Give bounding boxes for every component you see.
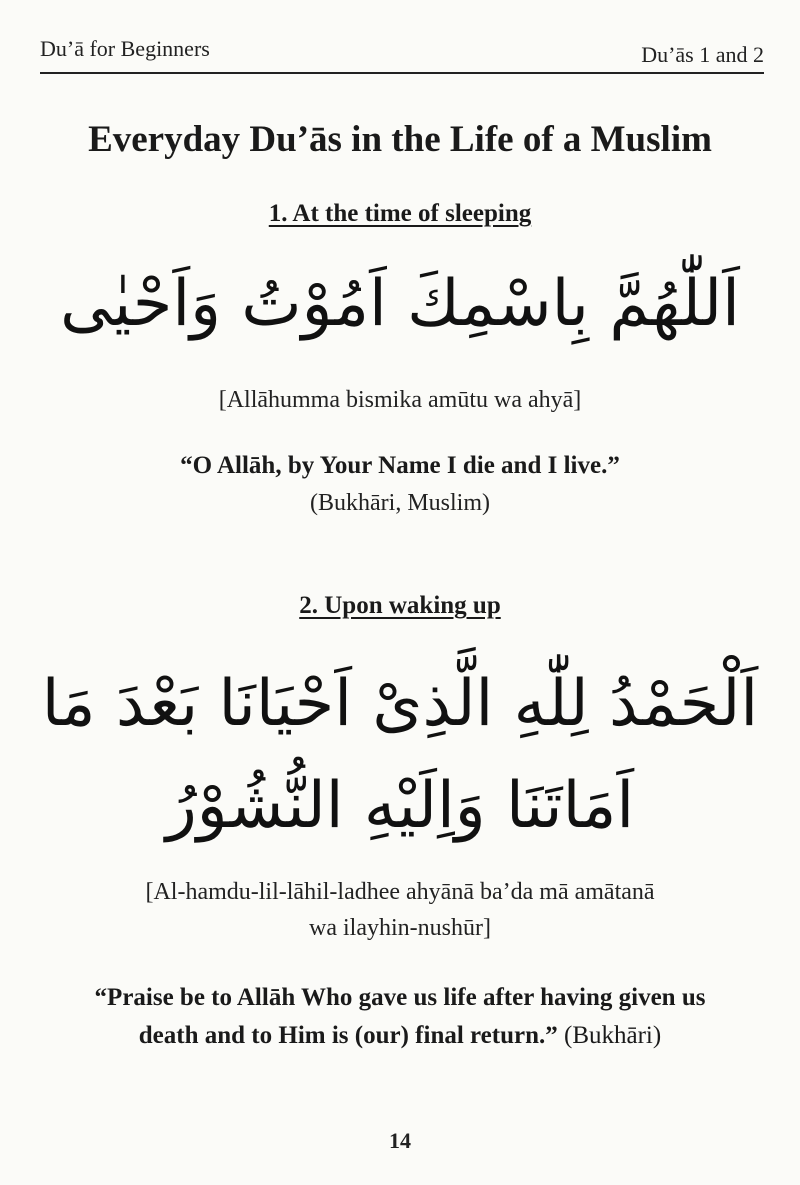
reference-sleeping: (Bukhāri, Muslim) bbox=[310, 490, 490, 516]
transliteration-waking-line2: wa ilayhin-nushūr] bbox=[309, 915, 491, 941]
section-heading-sleeping: 1. At the time of sleeping bbox=[268, 200, 532, 227]
translation-waking-line1: “Praise be to Allāh Who gave us life after having given us bbox=[94, 984, 706, 1011]
transliteration-waking-line1: [Al-hamdu-lil-lāhil-ladhee ahyānā ba’da mā amātanā bbox=[145, 879, 655, 905]
transliteration-sleeping: [Allāhumma bismika amūtu wa ahyā] bbox=[218, 387, 582, 413]
section-heading-waking: 2. Upon waking up bbox=[299, 592, 501, 619]
arabic-dua-sleeping: اَللّٰهُمَّ بِاسْمِكَ اَمُوْتُ وَاَحْيٰى bbox=[60, 267, 740, 341]
translation-waking-line2 bbox=[0, 1018, 800, 1054]
page-title: Everyday Du’ās in the Life of a Muslim bbox=[88, 119, 712, 160]
translation-waking-line2-text: death and to Him is (our) final return.” bbox=[138, 1022, 558, 1049]
book-title: Du’ā for Beginners bbox=[40, 36, 210, 61]
page-header bbox=[40, 30, 764, 74]
chapter-label: Du’ās 1 and 2 bbox=[641, 42, 764, 67]
arabic-dua-waking-line1: اَلْحَمْدُ لِلّٰهِ الَّذِىْ اَحْيَانَا بَعْدَ مَا bbox=[41, 667, 759, 741]
page-number: 14 bbox=[389, 1128, 411, 1153]
translation-sleeping: “O Allāh, by Your Name I die and I live.” bbox=[180, 452, 620, 479]
arabic-dua-waking-line2: اَمَاتَنَا وَاِلَيْهِ النُّشُوْرُ bbox=[165, 769, 635, 843]
reference-waking: (Bukhāri) bbox=[564, 1022, 662, 1049]
